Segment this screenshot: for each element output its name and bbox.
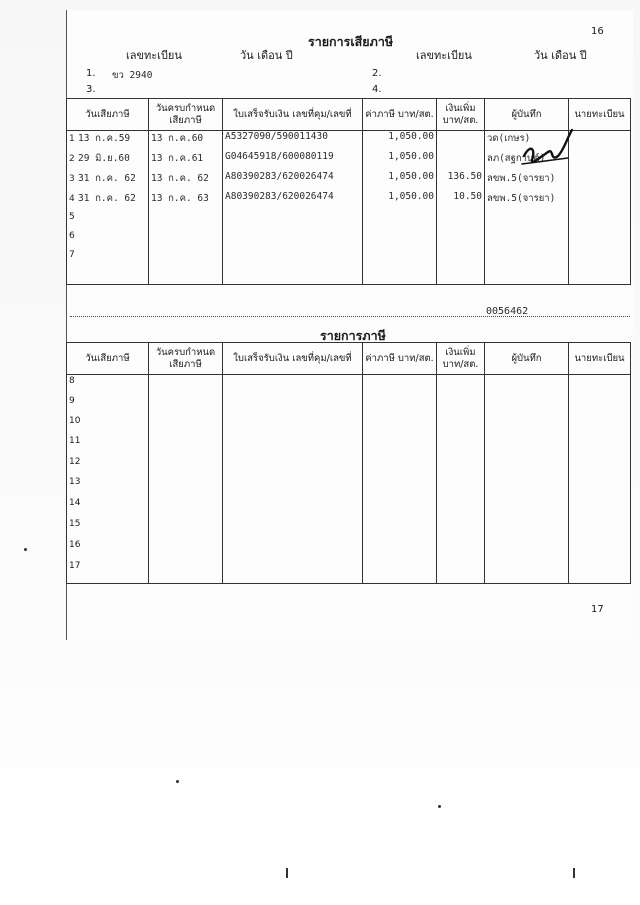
- scan-mark: [573, 868, 575, 878]
- registrar-cell: [569, 171, 631, 191]
- due-date: 13 ก.ค.60: [149, 131, 223, 151]
- recorder: วด(เกษร): [485, 131, 569, 151]
- handwritten-signature: [518, 126, 578, 170]
- header-recorder: ผู้บันทึก: [485, 99, 569, 131]
- section2-title: รายการภาษี: [320, 328, 386, 343]
- table-row: [67, 518, 631, 539]
- due-date: 13 ก.ค. 63: [149, 191, 223, 211]
- page-number-top: 16: [591, 26, 604, 37]
- due-date: 13 ก.ค.61: [149, 151, 223, 171]
- reg-line-1-value: ขว 2940: [112, 70, 153, 81]
- row-number: 11: [69, 435, 81, 446]
- row-number: 6: [69, 230, 75, 241]
- row-number: 1: [69, 134, 75, 144]
- tax-amount: 1,050.00: [363, 131, 437, 151]
- paid-date: 13 ก.ค.59: [78, 133, 131, 144]
- extra-amount: 136.50: [437, 171, 485, 191]
- header-receipt: ใบเสร็จรับเงิน เลขที่คุม/เลขที่: [223, 99, 363, 131]
- header-extra: เงินเพิ่ม บาท/สต.: [437, 99, 485, 131]
- section1-title: รายการเสียภาษี: [308, 34, 394, 49]
- header-registrar: นายทะเบียน: [569, 343, 631, 375]
- scan-speck: [24, 548, 27, 551]
- row-number: 9: [69, 395, 75, 406]
- table-row: [67, 249, 631, 285]
- reg-line-4-number: 4.: [372, 84, 382, 95]
- receipt-number: A5327090/590011430: [223, 131, 363, 151]
- table-row: [67, 395, 631, 415]
- header-paid-date: วันเสียภาษี: [67, 99, 149, 131]
- header-receipt: ใบเสร็จรับเงิน เลขที่คุม/เลขที่: [223, 343, 363, 375]
- row-number: 12: [69, 456, 81, 467]
- row-number: 13: [69, 476, 81, 487]
- reg-label-left: เลขทะเบียน: [126, 49, 182, 62]
- receipt-number: A80390283/620026474: [223, 171, 363, 191]
- recorder: ลภ(สฐกานต์): [485, 151, 569, 171]
- row-number: 3: [69, 173, 75, 184]
- row-number: 4: [69, 193, 75, 204]
- table-row: [67, 456, 631, 476]
- scan-mark: [286, 868, 288, 878]
- row-number: 10: [69, 415, 81, 426]
- serial-number-fragment: 0056462: [486, 306, 529, 317]
- header-tax: ค่าภาษี บาท/สต.: [363, 99, 437, 131]
- paid-date: 31 ก.ค. 62: [78, 172, 136, 184]
- paid-date: 31 ก.ค. 62: [78, 192, 136, 204]
- page-number-bottom: 17: [591, 604, 604, 615]
- row-number: 15: [69, 518, 81, 529]
- table-row: [67, 497, 631, 518]
- reg-line-3-number: 3.: [86, 84, 96, 95]
- reg-label-right: เลขทะเบียน: [416, 49, 472, 62]
- tax-record-table: [66, 342, 631, 584]
- header-recorder: ผู้บันทึก: [485, 343, 569, 375]
- tax-amount: 1,050.00: [363, 151, 437, 171]
- reg-line-2-number: 2.: [372, 68, 382, 79]
- scan-speck: [176, 780, 179, 783]
- table-row: [67, 476, 631, 497]
- row-number: 14: [69, 497, 81, 508]
- date-label-left: วัน เดือน ปี: [240, 49, 293, 62]
- receipt-number: G04645918/600080119: [223, 151, 363, 171]
- table-row: [67, 191, 631, 211]
- row-number: 8: [69, 376, 75, 386]
- header-tax: ค่าภาษี บาท/สต.: [363, 343, 437, 375]
- table-row: [67, 211, 631, 230]
- extra-amount: 10.50: [437, 191, 485, 211]
- header-registrar: นายทะเบียน: [569, 99, 631, 131]
- row-number: 7: [69, 249, 75, 260]
- tax-amount: 1,050.00: [363, 171, 437, 191]
- header-due-date: วันครบกำหนด เสียภาษี: [149, 343, 223, 375]
- header-extra: เงินเพิ่ม บาท/สต.: [437, 343, 485, 375]
- extra-amount: [437, 151, 485, 171]
- table-row: [67, 230, 631, 249]
- table-row: [67, 435, 631, 456]
- recorder: ลขพ.5(จารยา): [485, 171, 569, 191]
- scan-speck: [438, 805, 441, 808]
- header-paid-date: วันเสียภาษี: [67, 343, 149, 375]
- tax-amount: 1,050.00: [363, 191, 437, 211]
- table-row: [67, 171, 631, 191]
- row-number: 2: [69, 153, 75, 164]
- reg-line-1-number: 1.: [86, 68, 96, 79]
- table-row: [67, 539, 631, 560]
- row-number: 16: [69, 539, 81, 550]
- receipt-number: A80390283/620026474: [223, 191, 363, 211]
- paid-date: 29 มิ.ย.60: [78, 152, 130, 164]
- table-row: [67, 375, 631, 395]
- table-row: [67, 560, 631, 584]
- row-number: 17: [69, 560, 81, 571]
- registrar-cell: [569, 191, 631, 211]
- due-date: 13 ก.ค. 62: [149, 171, 223, 191]
- extra-amount: [437, 131, 485, 151]
- row-number: 5: [69, 211, 75, 222]
- date-label-right: วัน เดือน ปี: [534, 49, 587, 62]
- header-due-date: วันครบกำหนด เสียภาษี: [149, 99, 223, 131]
- recorder: ลขพ.5(จารยา): [485, 191, 569, 211]
- table-row: [67, 415, 631, 435]
- table-header-row: [67, 343, 631, 375]
